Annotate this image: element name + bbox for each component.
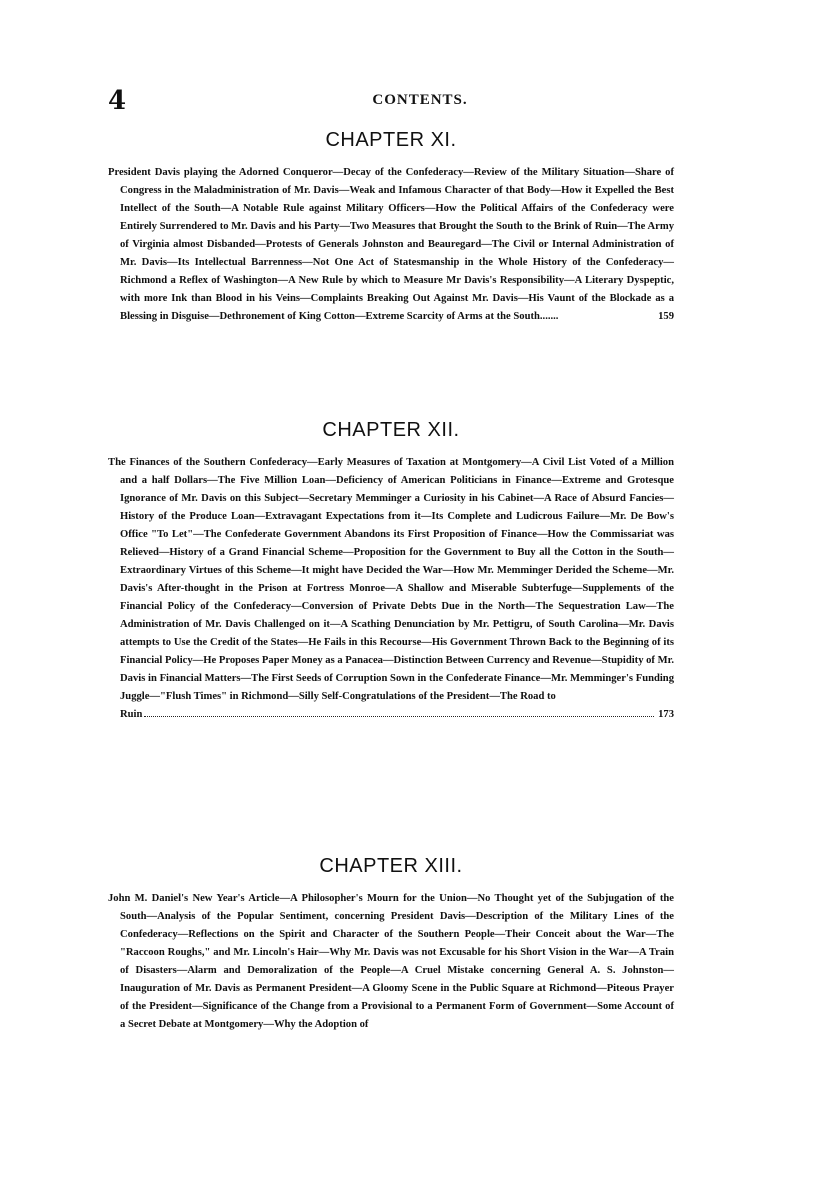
chapter-heading: CHAPTER XII. — [322, 419, 460, 441]
chapter-summary — [108, 454, 674, 706]
page-number: 4 — [108, 86, 127, 116]
summary-text: The Finances of the Southern Confederacy—Early Measures of Taxation at Montgomery—A Civil List Voted of a Million and a half Dollars—The Five Million Loan—Deficiency of American Politicians in Finance—Extreme and Grotesque Ignorance of Mr. Davis on this Subject—Secretary Memminger a Curiosity in his Cabinet—A Race of Absurd Fancies—History of the Produce Loan—Extravagant Expectations from it—Its Complete and Ludicrous Failure—Mr. De Bow's Office "To Let"—The Confederate Government Abandons its First Proposition of Finance—How the Commissariat was Relieved—History of a Grand Financial Scheme—Proposition for the Government to Buy all the Cotton in the South—Extraordinary Virtues of this Scheme—It might have Decided the War—How Mr. Memminger Derided the Scheme—Mr. Davis's After-thought in the Prison at Fortress Monroe—A Shallow and Miserable Subterfuge—Supplements of the Financial Policy of the Confederacy—Conversion of Private Debts Due in the North—The Sequestration Law—The Administration of Mr. Davis Challenged on it—A Scathing Denunciation by Mr. Pettigru, of South Carolina—Mr. Davis attempts to Use the Credit of the States—He Fails in this Recourse—His Government Thrown Back to the Beginning of its Financial Policy—He Proposes Paper Money as a Panacea—Distinction Between Currency and Revenue—Stupidity of Mr. Davis in Financial Matters—The First Seeds of Corruption Sown in the Confederate Finance—Mr. Memminger's Funding Juggle—"Flush Times" in Richmond—Silly Self-Congratulations of the President—The Road to — [108, 457, 674, 702]
toc-leader-line — [108, 706, 674, 724]
chapter-heading: CHAPTER XIII. — [319, 855, 463, 877]
page-reference: 159 — [658, 311, 674, 322]
chapter-xi — [108, 128, 674, 326]
dot-leader — [144, 716, 654, 717]
chapter-xiii — [108, 854, 674, 1034]
summary-text: John M. Daniel's New Year's Article—A Philosopher's Mourn for the Union—No Thought yet of the Subjugation of the South—Analysis of the Popular Sentiment, concerning President Davis—Description of the Military Lines of the Confederacy—Reflections on the Spirit and Character of the Southern People—Their Conceit about the War—The "Raccoon Roughs," and Mr. Lincoln's Hair—Why Mr. Davis was not Excusable for his Short Vision in the War—A Train of Disasters—Alarm and Demoralization of the People—A Cruel Mistake concerning General A. S. Johnston—Inauguration of Mr. Davis as Permanent President—A Gloomy Scene in the Public Square at Richmond—Piteous Prayer of the President—Significance of the Change from a Provisional to a Permanent Form of Government—Some Account of a Secret Debate at Montgomery—Why the Adoption of — [108, 893, 674, 1030]
summary-text: President Davis playing the Adorned Conqueror—Decay of the Confederacy—Review of the Military Situation—Share of Congress in the Maladministration of Mr. Davis—Weak and Infamous Character of that Body—How it Expelled the Best Intellect of the South—A Notable Rule against Military Officers—How the Political Affairs of the Confederacy were Entirely Surrendered to Mr. Davis and his Party—Two Measures that Brought the South to the Brink of Ruin—The Army of Virginia almost Disbanded—Protests of Generals Johnston and Beauregard—The Civil or Internal Administration of Mr. Davis—Its Intellectual Barrenness—Not One Act of Statesmanship in the Whole History of the Confederacy—Richmond a Reflex of Washington—A New Rule by which to Measure Mr Davis's Responsibility—A Literary Dyspeptic, with more Ink than Blood in his Veins—Complaints Breaking Out Against Mr. Davis—His Vaunt of the Blockade as a Blessing in Disguise—Dethronement of King Cotton—Extreme Scarcity of Arms at the South....... — [108, 167, 674, 322]
running-head: CONTENTS. — [372, 92, 468, 108]
page-reference: 173 — [658, 709, 674, 720]
chapter-xii — [108, 418, 674, 724]
chapter-summary — [108, 164, 674, 326]
chapter-heading: CHAPTER XI. — [325, 129, 457, 151]
chapter-summary — [108, 890, 674, 1034]
summary-last-word: Ruin — [120, 709, 143, 720]
